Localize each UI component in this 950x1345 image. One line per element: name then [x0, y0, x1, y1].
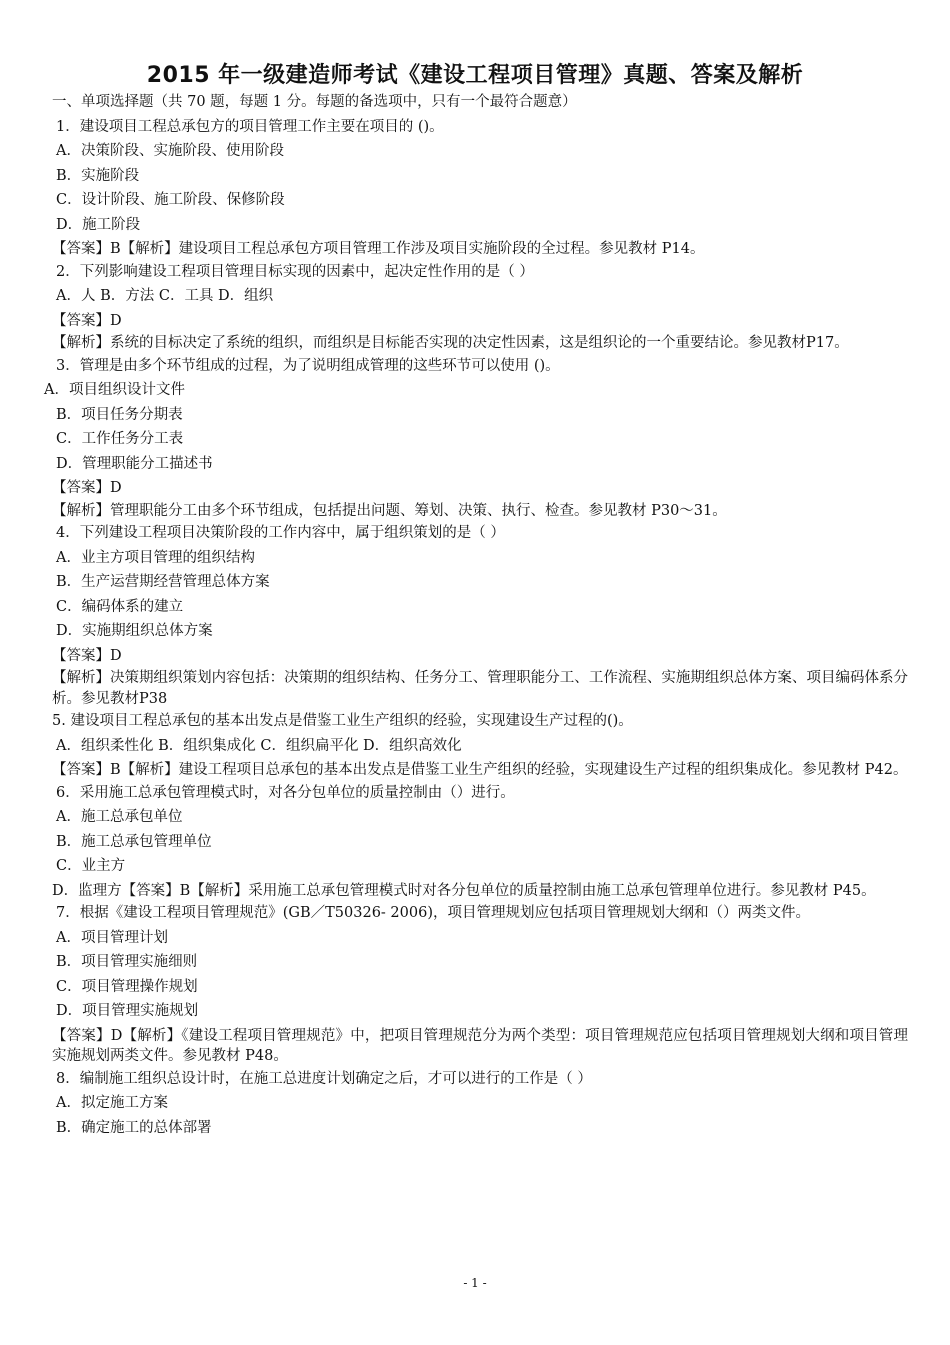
- page-number: - 1 -: [463, 1276, 487, 1290]
- q6-option-b: B．施工总承包管理单位: [56, 833, 212, 850]
- question-6: 6．采用施工总承包管理模式时，对各分包单位的质量控制由（）进行。: [56, 784, 515, 801]
- q3-option-a: A．项目组织设计文件: [44, 382, 185, 398]
- q2-options: A．人 B．方法 C．工具 D．组织: [56, 288, 274, 304]
- q5-options: A．组织柔性化 B．组织集成化 C．组织扁平化 D．组织高效化: [56, 737, 462, 754]
- question-4: 4．下列建设工程项目决策阶段的工作内容中，属于组织策划的是（ ）: [56, 525, 505, 541]
- q2-answer: 【答案】D: [52, 312, 122, 329]
- q1-option-d: D．施工阶段: [56, 216, 141, 233]
- question-1: 1．建设项目工程总承包方的项目管理工作主要在项目的 ()。: [56, 118, 444, 135]
- q4-explanation: 【解析】决策期组织策划内容包括：决策期的组织结构、任务分工、管理职能分工、工作流程、实施期组织总体方案、项目编码体系分析。参见教材P38: [52, 670, 908, 707]
- question-7: 7．根据《建设工程项目管理规范》(GB／T50326- 2006)，项目管理规划应包括项目管理规划大纲和（）两类文件。: [56, 905, 810, 921]
- document-title: 2015 年一级建造师考试《建设工程项目管理》真题、答案及解析: [146, 63, 804, 88]
- question-8: 8．编制施工组织总设计时，在施工总进度计划确定之后，才可以进行的工作是（ ）: [56, 1070, 592, 1087]
- q7-option-a: A．项目管理计划: [56, 929, 168, 946]
- q5-answer: 【答案】B【解析】建设工程项目总承包的基本出发点是借鉴工业生产组织的经验，实现建设生产过程的组织集成化。参见教材 P42。: [52, 762, 908, 778]
- q4-option-b: B．生产运营期经营管理总体方案: [56, 574, 270, 590]
- q4-option-d: D．实施期组织总体方案: [56, 623, 213, 639]
- q6-option-a: A．施工总承包单位: [56, 809, 183, 825]
- q3-answer: 【答案】D: [52, 480, 122, 496]
- q7-answer: 【答案】D【解析】《建设工程项目管理规范》中，把项目管理规范分为两个类型：项目管理规范应包括项目管理规划大纲和项目管理实施规划两类文件。参见教材 P48。: [52, 1027, 908, 1064]
- q1-option-b: B．实施阶段: [56, 167, 140, 184]
- q7-option-d: D．项目管理实施规划: [56, 1003, 199, 1019]
- q4-option-c: C．编码体系的建立: [56, 598, 184, 615]
- document-body: [44, 92, 908, 1142]
- question-2: 2．下列影响建设工程项目管理目标实现的因素中，起决定性作用的是（ ）: [56, 263, 534, 280]
- section-header: 一、单项选择题（共 70 题，每题 1 分。每题的备选项中，只有一个最符合题意）: [52, 94, 577, 110]
- q4-option-a: A．业主方项目管理的组织结构: [56, 549, 255, 566]
- question-5: 5. 建设项目工程总承包的基本出发点是借鉴工业生产组织的经验，实现建设生产过程的()。: [52, 713, 633, 729]
- q3-option-c: C．工作任务分工表: [56, 431, 184, 447]
- q2-explanation: 【解析】系统的目标决定了系统的组织，而组织是目标能否实现的决定性因素，这是组织论的一个重要结论。参见教材P17。: [52, 335, 849, 351]
- q1-answer: 【答案】B【解析】建设项目工程总承包方项目管理工作涉及项目实施阶段的全过程。参见教材 P14。: [52, 241, 705, 257]
- q1-option-c: C．设计阶段、施工阶段、保修阶段: [56, 192, 285, 208]
- q3-option-b: B．项目任务分期表: [56, 406, 183, 423]
- q3-option-d: D．管理职能分工描述书: [56, 455, 213, 472]
- q4-answer: 【答案】D: [52, 647, 122, 664]
- q6-option-c: C．业主方: [56, 858, 126, 874]
- q7-option-b: B．项目管理实施细则: [56, 954, 198, 970]
- q3-explanation: 【解析】管理职能分工由多个环节组成，包括提出问题、筹划、决策、执行、检查。参见教材 P30～31。: [52, 502, 727, 519]
- q1-option-a: A．决策阶段、实施阶段、使用阶段: [56, 143, 284, 159]
- q8-option-a: A．拟定施工方案: [56, 1095, 168, 1111]
- q6-option-d-answer: D．监理方【答案】B【解析】采用施工总承包管理模式时对各分包单位的质量控制由施工总承包管理单位进行。参见教材 P45。: [52, 882, 876, 899]
- q8-option-b: B．确定施工的总体部署: [56, 1119, 212, 1136]
- q7-option-c: C．项目管理操作规划: [56, 978, 198, 995]
- question-3: 3．管理是由多个环节组成的过程，为了说明组成管理的这些环节可以使用 ()。: [56, 357, 560, 374]
